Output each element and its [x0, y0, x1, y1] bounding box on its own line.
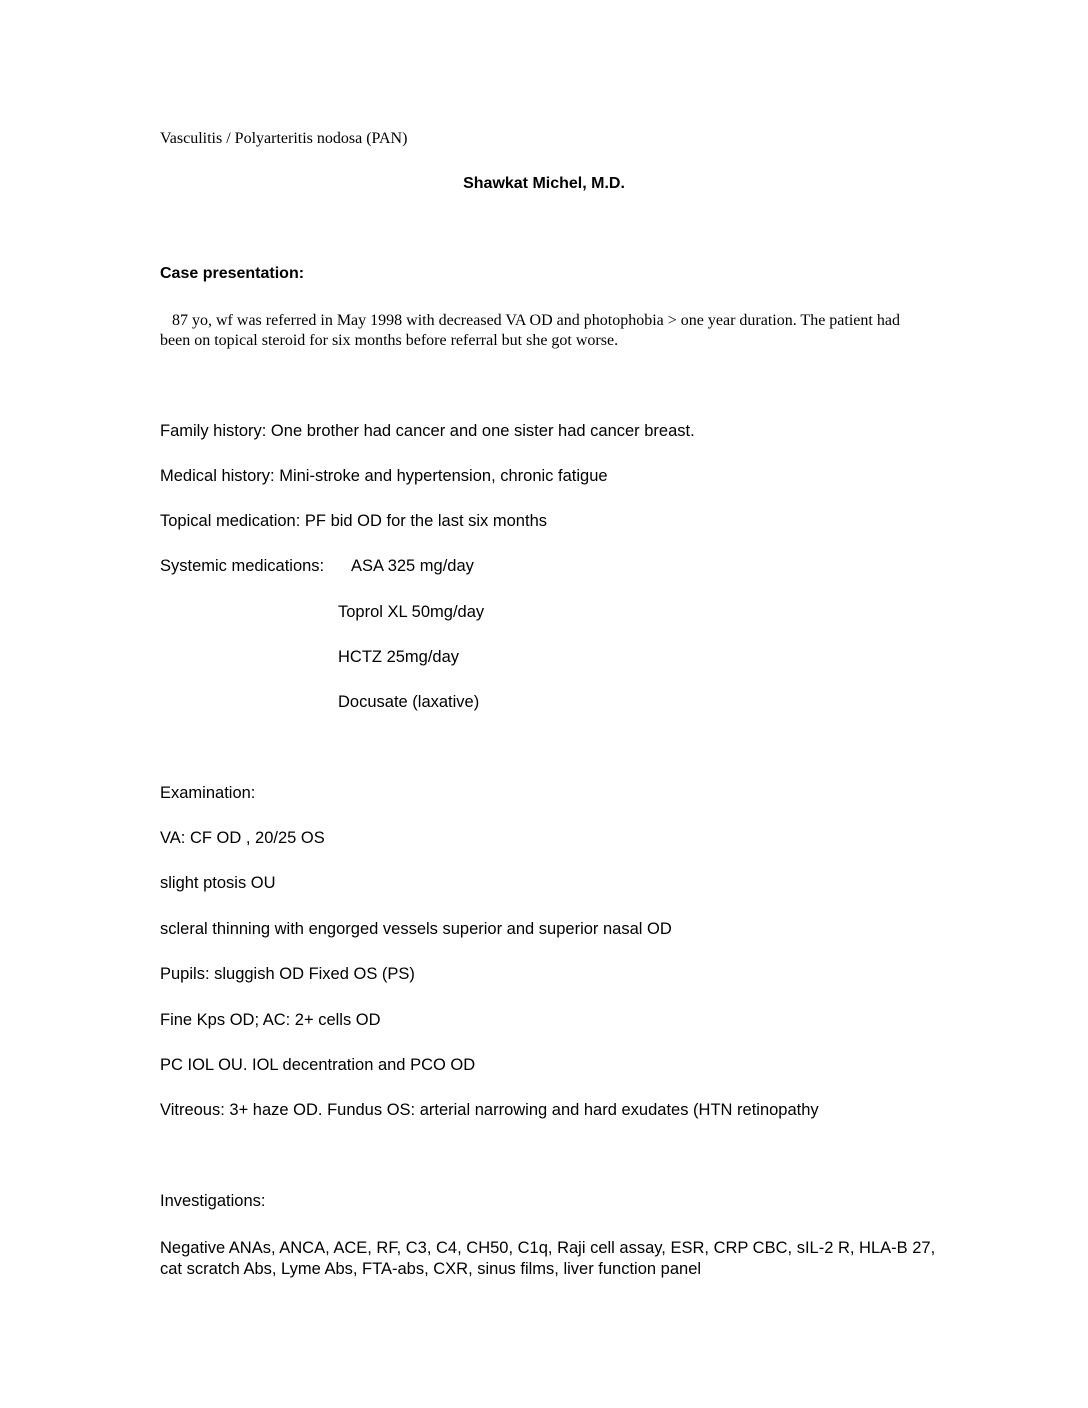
systemic-med-item: ASA 325 mg/day: [351, 557, 474, 575]
examination-item: scleral thinning with engorged vessels superior and superior nasal OD: [160, 920, 672, 938]
medical-history: Medical history: Mini-stroke and hypertension, chronic fatigue: [160, 467, 608, 485]
case-presentation-text: [160, 311, 920, 351]
systemic-medications-label: Systemic medications:: [160, 557, 325, 575]
document-topic: Vasculitis / Polyarteritis nodosa (PAN): [160, 130, 408, 147]
examination-item: Pupils: sluggish OD Fixed OS (PS): [160, 965, 415, 983]
examination-item: Vitreous: 3+ haze OD. Fundus OS: arterial narrowing and hard exudates (HTN retinopathy: [160, 1101, 819, 1119]
case-presentation-heading: Case presentation:: [160, 265, 305, 282]
document-author: Shawkat Michel, M.D.: [463, 175, 625, 192]
examination-item: PC IOL OU. IOL decentration and PCO OD: [160, 1056, 476, 1074]
examination-item: VA: CF OD , 20/25 OS: [160, 829, 325, 847]
investigations-text: Negative ANAs, ANCA, ACE, RF, C3, C4, CH50, C1q, Raji cell assay, ESR, CRP CBC, sIL-2 R, HLA-B 27, cat scratch Abs, Lyme Abs, FTA-abs, CXR, sinus films, liver function panel: [160, 1239, 936, 1278]
systemic-med-item: Docusate (laxative): [338, 693, 480, 711]
systemic-med-item: Toprol XL 50mg/day: [338, 603, 485, 621]
examination-heading: Examination:: [160, 784, 256, 802]
topical-medication: Topical medication: PF bid OD for the last six months: [160, 512, 547, 530]
systemic-med-item: HCTZ 25mg/day: [338, 648, 460, 666]
case-presentation-body: 87 yo, wf was referred in May 1998 with decreased VA OD and photophobia > one year duration. The patient had been on topical steroid for six months before referral but she got worse.: [160, 312, 900, 349]
family-history: Family history: One brother had cancer and one sister had cancer breast.: [160, 422, 695, 440]
investigations-heading: Investigations:: [160, 1192, 266, 1210]
examination-item: Fine Kps OD; AC: 2+ cells OD: [160, 1011, 381, 1029]
examination-item: slight ptosis OU: [160, 874, 276, 892]
